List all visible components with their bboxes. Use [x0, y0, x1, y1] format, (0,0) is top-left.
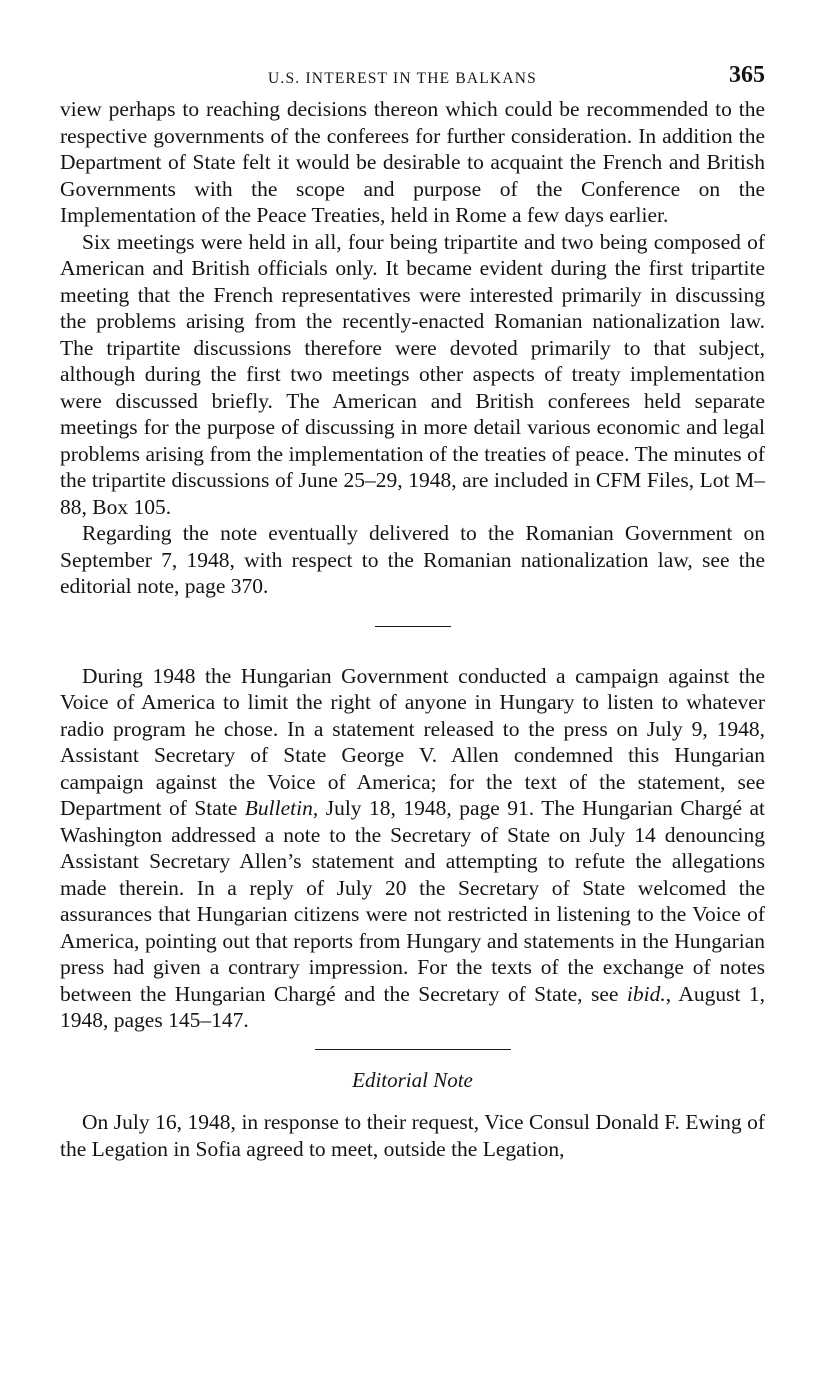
text-segment: , July 18, 1948, page 91. The Hungarian Chargé at Washington addressed a note to the Secretary of State on July 14 denouncing Assistant Secretary Allen’s statement and attempting to refute the allegations made therein. In a reply of July 20 the Secretary of State welcomed the assurances that Hungarian citizens were not restricted in listening to the Voice of America, pointing out that reports from Hungary and statements in the Hungarian press had given a contrary impression. For the texts of the exchange of notes between the Hungarian Chargé and the Secretary of State, see — [60, 796, 766, 1006]
paragraph-meetings: Six meetings were held in all, four being tripartite and two being composed of American and British officials only. It became evident during the first tripartite meeting that the French representatives were interested primarily in discussing the problems arising from the recently-enacted Romanian nationalization law. The tripartite discussions therefore were devoted primarily to that subject, although during the first two meetings other aspects of treaty implementation were discussed briefly. The American and British conferees held separate meetings for the purpose of discussing in more detail various economic and legal problems arising from the implementation of the treaties of peace. The minutes of the tripartite discussions of June 25–29, 1948, are included in CFM Files, Lot M–88, Box 105. — [60, 229, 765, 519]
section-divider — [315, 1049, 511, 1050]
section-divider — [375, 626, 451, 627]
running-header — [60, 62, 765, 96]
paragraph-sofia-meeting: On July 16, 1948, in response to their request, Vice Consul Donald F. Ewing of the Legation in Sofia agreed to meet, outside the Legation, — [60, 1110, 765, 1161]
bulletin-citation: Bulletin — [244, 796, 313, 820]
page-number: 365 — [729, 62, 765, 88]
section-romanian-conference — [60, 96, 765, 600]
running-title: U.S. INTEREST IN THE BALKANS — [268, 70, 537, 87]
section-voice-of-america — [60, 663, 765, 1034]
document-page — [60, 62, 765, 1162]
section-heading: Editorial Note — [352, 1067, 473, 1092]
paragraph-continued: view perhaps to reaching decisions thereon which could be recommended to the respective governments of the conferees for further consideration. In addition the Department of State felt it would be desirable to acquaint the French and British Governments with the scope and purpose of the Conference on the Implementation of the Peace Treaties, held in Rome a few days earlier. — [60, 97, 765, 227]
section-editorial-note — [60, 1067, 765, 1163]
paragraph-hungarian-campaign — [60, 663, 765, 1034]
text-segment: During 1948 the Hungarian Government conducted a campaign against the Voice of America to limit the right of anyone in Hungary to listen to whatever radio program he chose. In a statement released to the press on July 9, 1948, Assistant Secretary of State George V. Allen condemned this Hungarian campaign against the Voice of America; for the text of the statement, see Department of State — [60, 663, 765, 820]
text-segment: , August 1, 1948, pages 145–147. — [60, 981, 765, 1032]
paragraph-romanian-note: Regarding the note eventually delivered to the Romanian Government on September 7, 1948, with respect to the Romanian nationalization law, see the editorial note, page 370. — [60, 521, 765, 598]
ibid-citation: ibid. — [626, 981, 666, 1006]
